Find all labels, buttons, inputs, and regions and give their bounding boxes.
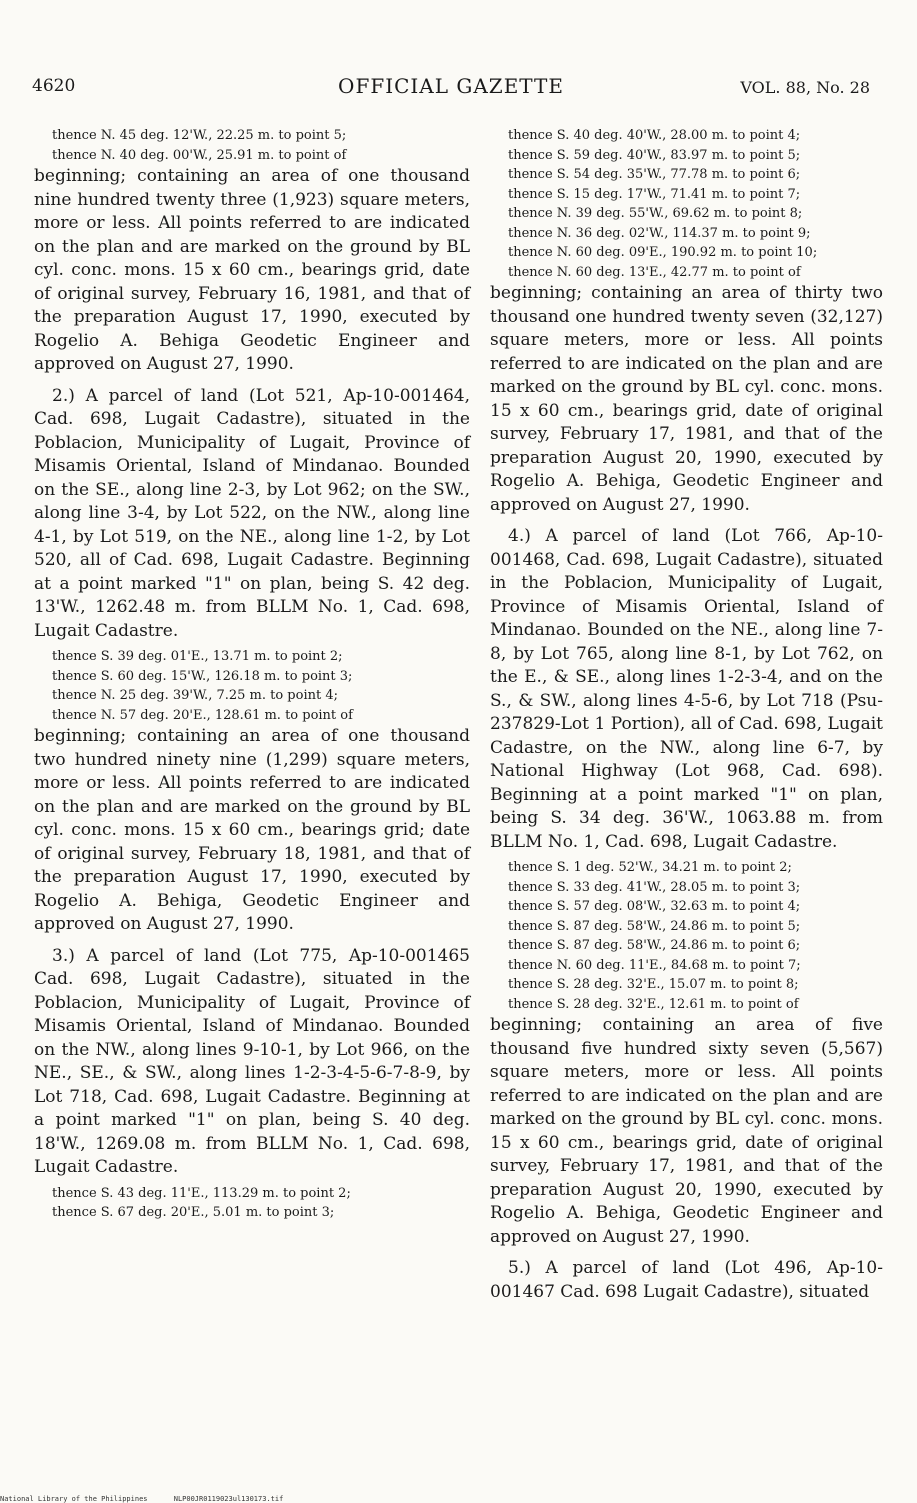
parcel-2-paragraph: 2.) A parcel of land (Lot 521, Ap-10-001464, Cad. 698, Lugait Cadastre), situated in the Poblacion, Municipality of Lugait, Province of Misamis Oriental, Island of Mindanao. Bounded on the SE., along line 2-3, by Lot 962; on the SW., along line 3-4, by Lot 522, on the NW., along line 4-1, by Lot 519, on the NE., along line 1-2, by Lot 520, all of Cad. 698, Lugait Cadastre. Beginning at a point marked "1" on plan, being S. 42 deg. 13'W., 1262.48 m. from BLLM No. 1, Cad. 698, Lugait Cadastre. bbox=[34, 385, 470, 641]
bearing-list bbox=[52, 1184, 470, 1223]
bearing-list bbox=[52, 126, 470, 165]
bearing-line: thence S. 28 deg. 32'E., 15.07 m. to point 8; bbox=[508, 977, 799, 992]
library-credit: National Library of the Philippines bbox=[0, 1495, 148, 1503]
paragraph: beginning; containing an area of thirty two thousand one hundred twenty seven (32,127) square meters, more or less. All points referred to are indicated on the plan and are marked on the ground by BL cyl. conc. mons. 15 x 60 cm., bearings grid, date of original survey, February 17, 1981, and that of the preparation August 20, 1990, executed by Rogelio A. Behiga, Geodetic Engineer and approved on August 27, 1990. bbox=[490, 283, 883, 515]
scan-footer bbox=[0, 1495, 283, 1503]
bearing-line: thence S. 1 deg. 52'W., 34.21 m. to point 2; bbox=[508, 860, 792, 875]
bearing-list bbox=[508, 858, 883, 1014]
bearing-line: thence N. 39 deg. 55'W., 69.62 m. to point 8; bbox=[508, 206, 803, 221]
bearing-line: thence S. 59 deg. 40'W., 83.97 m. to point 5; bbox=[508, 147, 801, 163]
bearing-line: thence S. 40 deg. 40'W., 28.00 m. to point 4; bbox=[508, 128, 801, 143]
right-column bbox=[490, 126, 883, 1308]
bearing-line: thence N. 60 deg. 09'E., 190.92 m. to point 10; bbox=[508, 245, 818, 260]
paragraph: beginning; containing an area of five thousand five hundred sixty seven (5,567) square meters, more or less. All points referred to are indicated on the plan and are marked on the ground by BL cyl. conc. mons. 15 x 60 cm., bearings grid, date of original survey, February 17, 1981, and that of the preparation August 20, 1990, executed by Rogelio A. Behiga, Geodetic Engineer and approved on August 27, 1990. bbox=[490, 1015, 883, 1247]
bearing-line: thence N. 45 deg. 12'W., 22.25 m. to point 5; bbox=[52, 128, 347, 143]
file-name: NLP00JR0119023ul130173.tif bbox=[173, 1495, 284, 1503]
paragraph: beginning; containing an area of one thousand two hundred ninety nine (1,299) square meters, more or less. All points referred to are indicated on the plan and are marked on the ground by BL cyl. conc. mons. 15 x 60 cm., bearings grid; date of original survey, February 18, 1981, and that of the preparation August 17, 1990, executed by Rogelio A. Behiga, Geodetic Engineer and approved on August 27, 1990. bbox=[34, 726, 470, 934]
bearing-line: thence S. 28 deg. 32'E., 12.61 m. to point of bbox=[508, 996, 799, 1012]
parcel-5-paragraph: 5.) A parcel of land (Lot 496, Ap-10-001467 Cad. 698 Lugait Cadastre), situated bbox=[490, 1258, 883, 1302]
page-header bbox=[32, 70, 870, 104]
page-number: 4620 bbox=[32, 76, 76, 96]
volume-number: VOL. 88, No. 28 bbox=[740, 78, 870, 97]
bearing-line: thence N. 40 deg. 00'W., 25.91 m. to point of bbox=[52, 147, 347, 163]
bearing-line: thence S. 54 deg. 35'W., 77.78 m. to point 6; bbox=[508, 167, 801, 182]
left-column bbox=[34, 126, 470, 1223]
bearing-line: thence S. 43 deg. 11'E., 113.29 m. to point 2; bbox=[52, 1185, 351, 1201]
bearing-line: thence S. 87 deg. 58'W., 24.86 m. to point 6; bbox=[508, 938, 801, 953]
bearing-line: thence N. 60 deg. 13'E., 42.77 m. to point of bbox=[508, 264, 801, 280]
bearing-line: thence S. 60 deg. 15'W., 126.18 m. to point 3; bbox=[52, 668, 353, 684]
parcel-3-paragraph: 3.) A parcel of land (Lot 775, Ap-10-001465 Cad. 698, Lugait Cadastre), situated in the Poblacion, Municipality of Lugait, Province of Misamis Oriental, Island of Mindanao. Bounded on the NW., along lines 9-10-1, by Lot 966, on the NE., SE., & SW., along lines 1-2-3-4-5-6-7-8-9, by Lot 718, Cad. 698, Lugait Cadastre. Beginning at a point marked "1" on plan, being S. 40 deg. 18'W., 1269.08 m. from BLLM No. 1, Cad. 698, Lugait Cadastre. bbox=[34, 945, 470, 1177]
parcel-4-paragraph: 4.) A parcel of land (Lot 766, Ap-10-001468, Cad. 698, Lugait Cadastre), situated in the Poblacion, Municipality of Lugait, Province of Misamis Oriental, Island of Mindanao. Bounded on the NE., along line 7-8, by Lot 765, along line 8-1, by Lot 762, on the E., & SE., along lines 1-2-3-4, and on the S., & SW., along lines 4-5-6, by Lot 718 (Psu-237829-Lot 1 Portion), all of Cad. 698, Lugait Cadastre, on the NW., along line 6-7, by National Highway (Lot 968, Cad. 698). Beginning at a point marked "1" on plan, being S. 34 deg. 36'W., 1063.88 m. from BLLM No. 1, Cad. 698, Lugait Cadastre. bbox=[490, 526, 883, 852]
bearing-line: thence N. 57 deg. 20'E., 128.61 m. to point of bbox=[52, 707, 353, 723]
bearing-line: thence S. 39 deg. 01'E., 13.71 m. to point 2; bbox=[52, 649, 343, 664]
bearing-line: thence N. 36 deg. 02'W., 114.37 m. to point 9; bbox=[508, 225, 811, 241]
bearing-list bbox=[508, 126, 883, 282]
bearing-line: thence S. 57 deg. 08'W., 32.63 m. to point 4; bbox=[508, 899, 801, 914]
bearing-line: thence N. 25 deg. 39'W., 7.25 m. to point 4; bbox=[52, 688, 338, 703]
gazette-title: OFFICIAL GAZETTE bbox=[338, 74, 564, 98]
paragraph: beginning; containing an area of one thousand nine hundred twenty three (1,923) square meters, more or less. All points referred to are indicated on the plan and are marked on the ground by BL cyl. conc. mons. 15 x 60 cm., bearings grid, date of original survey, February 16, 1981, and that of the preparation August 17, 1990, executed by Rogelio A. Behiga Geodetic Engineer and approved on August 27, 1990. bbox=[34, 166, 470, 374]
bearing-line: thence N. 60 deg. 11'E., 84.68 m. to point 7; bbox=[508, 957, 801, 973]
bearing-line: thence S. 15 deg. 17'W., 71.41 m. to point 7; bbox=[508, 186, 801, 202]
bearing-line: thence S. 87 deg. 58'W., 24.86 m. to point 5; bbox=[508, 918, 801, 934]
bearing-list bbox=[52, 647, 470, 725]
bearing-line: thence S. 33 deg. 41'W., 28.05 m. to point 3; bbox=[508, 879, 801, 895]
bearing-line: thence S. 67 deg. 20'E., 5.01 m. to point 3; bbox=[52, 1205, 335, 1220]
